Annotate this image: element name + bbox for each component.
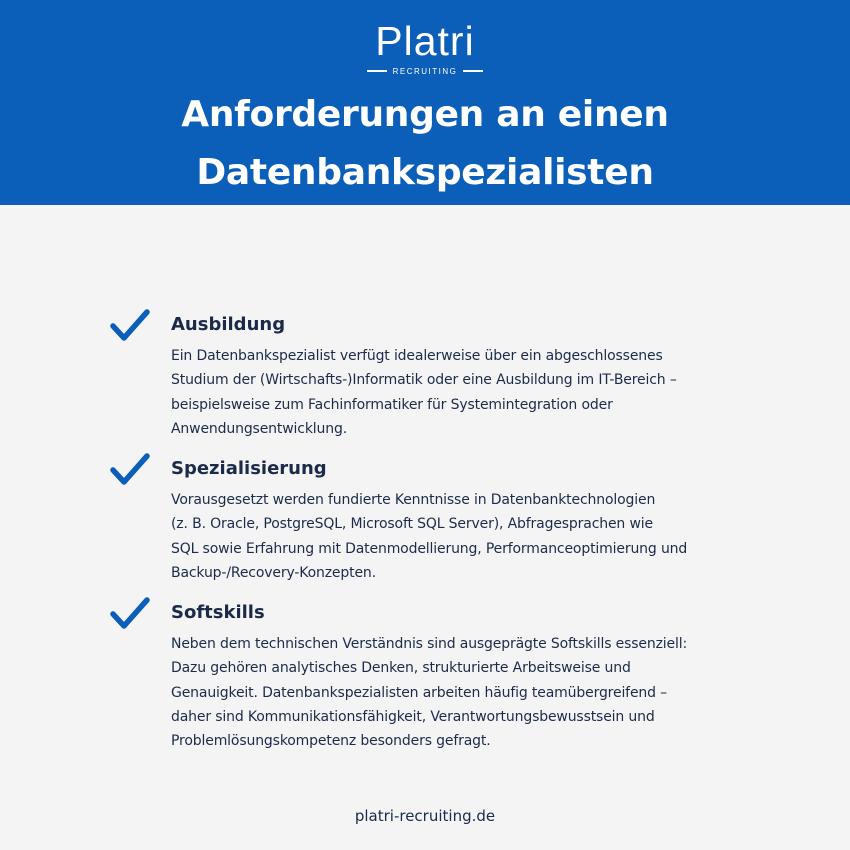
body-line: daher sind Kommunikationsfähigkeit, Verantwortungsbewusstsein und xyxy=(171,708,655,725)
body-line: Backup-/Recovery-Konzepten. xyxy=(171,564,376,581)
brand-logo-subtitle-text: RECRUITING xyxy=(392,66,458,76)
page-title-line-2: Datenbankspezialisten xyxy=(196,152,654,193)
page-title-line-1: Anforderungen an einen xyxy=(181,94,669,135)
logo-divider-right xyxy=(463,70,483,72)
section-heading: Ausbildung xyxy=(171,314,286,335)
section-body xyxy=(171,632,761,753)
check-icon xyxy=(110,597,150,631)
page-title xyxy=(0,86,850,202)
section-heading: Softskills xyxy=(171,602,265,623)
header-banner xyxy=(0,0,850,205)
brand-logo-subtitle xyxy=(0,65,850,77)
check-icon xyxy=(110,309,150,343)
body-line: Studium der (Wirtschafts-)Informatik oder eine Ausbildung im IT-Bereich – xyxy=(171,372,677,389)
footer-url[interactable]: platri-recruiting.de xyxy=(354,807,496,825)
body-line: Dazu gehören analytisches Denken, strukturierte Arbeitsweise und xyxy=(171,660,631,677)
logo-divider-left xyxy=(367,70,387,72)
body-line: Genauigkeit. Datenbankspezialisten arbeiten häufig teamübergreifend – xyxy=(171,684,668,701)
brand-logo: Platri xyxy=(375,18,475,64)
section-body xyxy=(171,488,761,585)
body-line: Vorausgesetzt werden fundierte Kenntnisse in Datenbanktechnologien xyxy=(171,492,656,508)
body-line: Anwendungsentwicklung. xyxy=(171,420,347,437)
body-line: Ein Datenbankspezialist verfügt idealerweise über ein abgeschlossenes xyxy=(171,348,663,364)
body-line: SQL sowie Erfahrung mit Datenmodellierung, Performanceoptimierung und xyxy=(171,540,688,557)
body-line: Neben dem technischen Verständnis sind ausgeprägte Softskills essenziell: xyxy=(171,636,688,652)
body-line: (z. B. Oracle, PostgreSQL, Microsoft SQL Server), Abfragesprachen wie xyxy=(171,516,653,533)
body-line: beispielsweise zum Fachinformatiker für Systemintegration oder xyxy=(171,396,613,413)
check-icon xyxy=(110,453,150,487)
section-body xyxy=(171,344,761,441)
body-line: Problemlösungskompetenz besonders gefragt. xyxy=(171,733,491,750)
section-heading: Spezialisierung xyxy=(171,458,327,479)
